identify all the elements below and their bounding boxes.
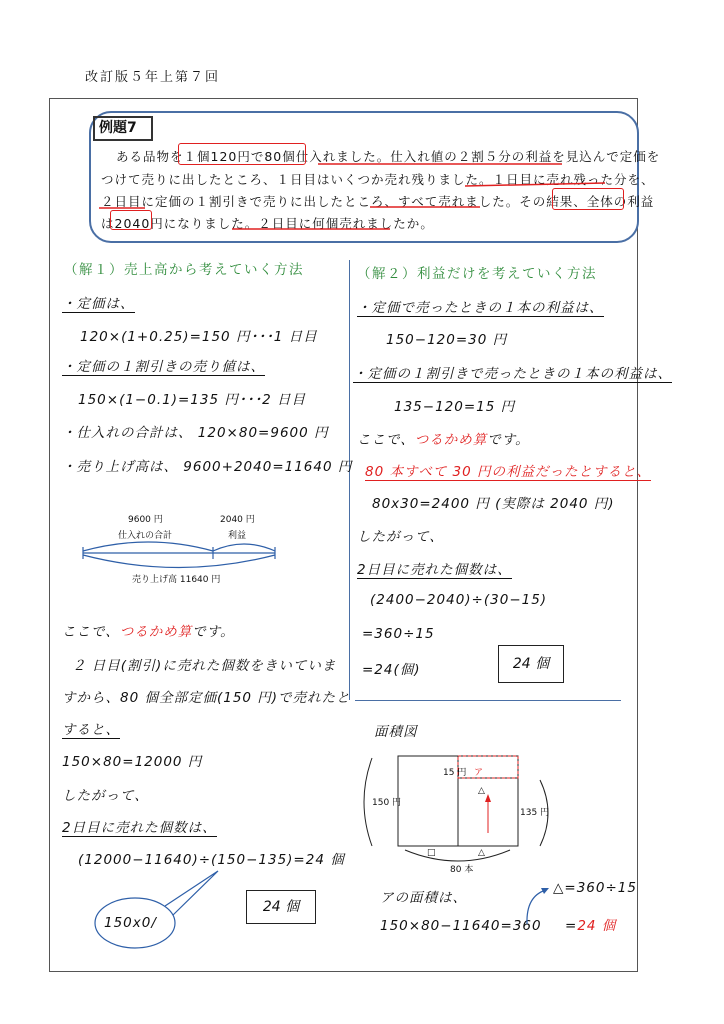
m2-tri-ans: 24 個 [577, 918, 617, 934]
m1-p1c: です。 [192, 624, 235, 640]
m1-step3: ・仕入れの合計は、 120×80=9600 円 [62, 425, 329, 441]
area-title: 面積図 [374, 724, 418, 740]
problem-underlines [0, 0, 724, 260]
problem-label: 例題7 [93, 116, 153, 141]
m2-step1: ・定価で売ったときの１本の利益は、 [357, 300, 604, 316]
m2-tri-calc: △=360÷15 [553, 880, 637, 896]
problem-line-2: つけて売りに出したところ、１日目はいくつか売れ残りました。１日目に売れ残った分を、 [101, 172, 655, 187]
m1-p1b: つるかめ算 [119, 624, 193, 640]
m2-step1-calc: 150−120=30 円 [386, 332, 508, 348]
m2-answer-box: 24 個 [498, 645, 564, 683]
m2-calc: 80x30=2400 円 (実際は 2040 円) [372, 496, 615, 512]
triangle-label: △ [478, 786, 485, 796]
m2-red-line: 80 本すべて 30 円の利益だったとすると、 [365, 464, 651, 480]
m2-a-calc: 150×80−11640=360 [380, 918, 542, 934]
problem-line-4: は2040円になりました。２日目に何個売れましたか。 [101, 216, 434, 231]
m1-step1-calc: 120×(1+0.25)=150 円･･･1 日目 [80, 329, 318, 345]
method2-heading: （解２）利益だけを考えていく方法 [357, 266, 597, 282]
m2-c3: =24(個) [362, 662, 421, 678]
speech-bubble [90, 868, 230, 958]
m1-step2: ・定価の１割引きの売り値は、 [62, 359, 265, 375]
m1-therefore: したがって、 [62, 788, 149, 804]
area-label-a: ア [474, 768, 484, 778]
area-label-150: 150 円 [372, 798, 402, 808]
section-divider [355, 700, 621, 701]
problem-line-1: ある品物を１個120円で80個仕入れました。仕入れ値の２割５分の利益を見込んで定価を [116, 149, 661, 164]
area-label-135: 135 円 [520, 808, 550, 818]
method1-heading: （解１）売上高から考えていく方法 [64, 262, 304, 278]
m1-final-calc: (12000−11640)÷(150−135)=24 個 [78, 852, 345, 868]
m2-p1b: つるかめ算 [414, 432, 488, 448]
m1-answer-box: 24 個 [246, 890, 316, 924]
diagram-label: 仕入れの合計 [118, 531, 173, 541]
m2-c1: (2400−2040)÷(30−15) [370, 592, 548, 608]
m1-step4: ・売り上げ高は、 9600+2040=11640 円 [62, 459, 353, 475]
m2-p1a: ここで、 [357, 432, 415, 448]
m2-question: 2日目に売れた個数は、 [357, 562, 512, 578]
m2-therefore: したがって、 [357, 529, 444, 545]
m2-c2: =360÷15 [362, 626, 435, 642]
area-label-15: 15 円 [443, 768, 467, 778]
column-divider [349, 260, 350, 700]
m2-step2-calc: 135−120=15 円 [394, 399, 516, 415]
page-header: 改訂版５年上第７回 [85, 70, 221, 85]
arrow-icon [522, 882, 552, 927]
triangle-label: △ [478, 848, 485, 858]
m1-step1: ・定価は、 [62, 296, 135, 312]
line-diagram [75, 525, 285, 580]
area-label-80: 80 本 [450, 865, 474, 875]
square-label: □ [427, 848, 436, 858]
m2-a-area: アの面積は、 [380, 890, 467, 906]
m1-p1a: ここで、 [62, 624, 120, 640]
m1-p4: すると、 [62, 722, 120, 738]
diagram-label: 9600 円 [128, 515, 163, 525]
m1-question: 2日目に売れた個数は、 [62, 820, 217, 836]
diagram-label: 2040 円 [220, 515, 255, 525]
m1-p3: すから、80 個全部定価(150 円)で売れたと [62, 690, 351, 706]
m1-step2-calc: 150×(1−0.1)=135 円･･･2 日目 [78, 392, 306, 408]
m2-p1c: です。 [487, 432, 530, 448]
diagram-label: 売り上げ高 11640 円 [132, 575, 221, 585]
m1-p2: ２ 日目(割引)に売れた個数をきいていま [72, 658, 337, 674]
bubble-text: 150x0/ [104, 915, 157, 931]
problem-line-3: ２日目に定価の１割引きで売りに出したところ、すべて売れました。その結果、全体の利益 [101, 194, 655, 209]
m2-step2: ・定価の１割引きで売ったときの１本の利益は、 [353, 366, 672, 382]
m1-calc: 150×80=12000 円 [62, 754, 203, 770]
m2-tri-eq: = [565, 918, 578, 934]
diagram-label: 利益 [228, 531, 247, 541]
